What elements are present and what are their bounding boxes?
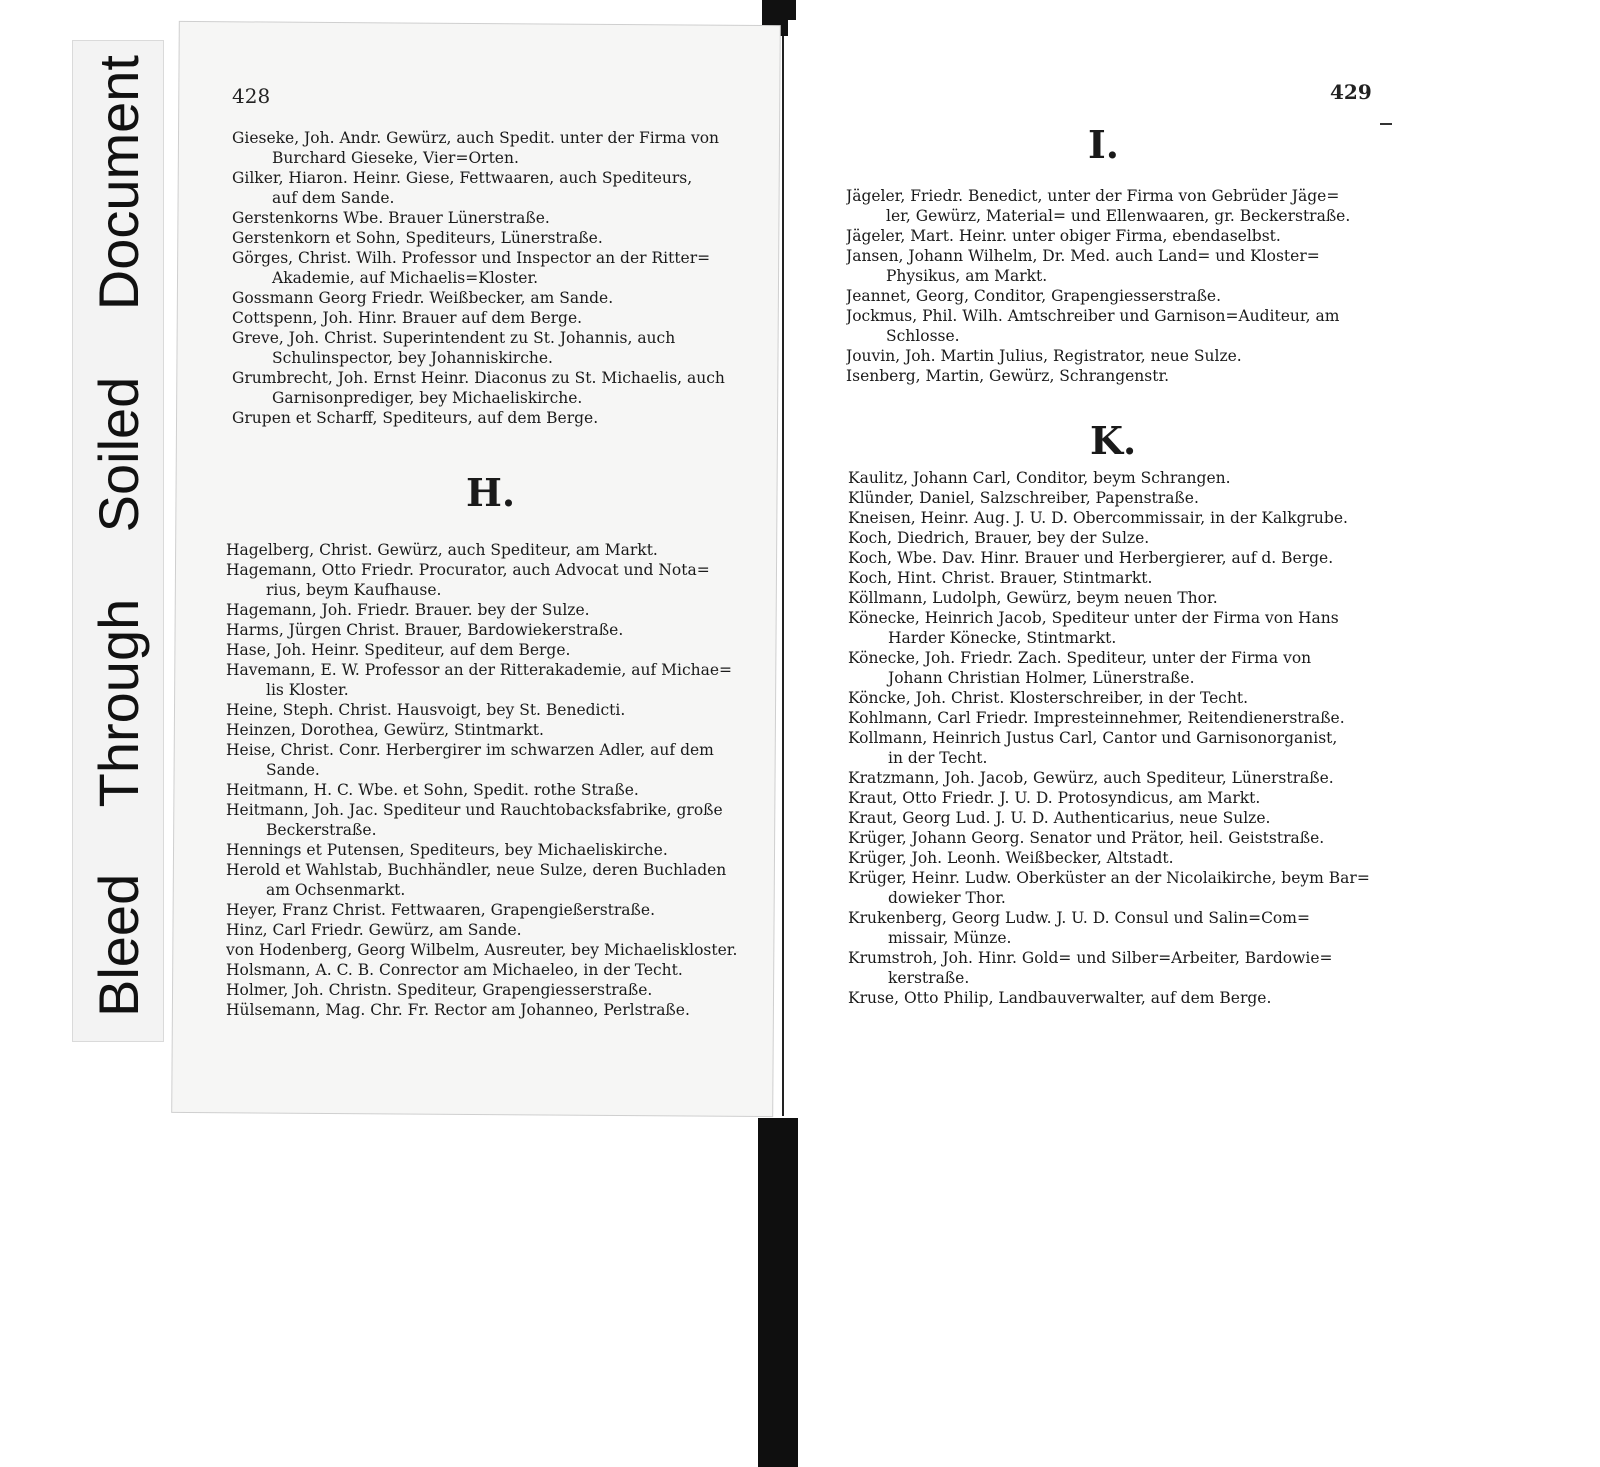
entry-continuation-line: Schlosse. — [886, 327, 960, 345]
left-page-number: 428 — [232, 84, 271, 108]
entry-continuation-line: rius, beym Kaufhause. — [266, 581, 442, 599]
entry-line: Kratzmann, Joh. Jacob, Gewürz, auch Spediteur, Lünerstraße. — [848, 769, 1334, 787]
directory-entry — [226, 540, 756, 560]
entry-line: Koch, Diedrich, Brauer, bey der Sulze. — [848, 529, 1150, 547]
directory-entry — [846, 286, 1376, 306]
directory-entry — [848, 588, 1378, 608]
entry-line: Krüger, Heinr. Ludw. Oberküster an der Nicolaikirche, beym Bar= — [848, 869, 1370, 887]
entry-continuation-line: Schulinspector, bey Johanniskirche. — [272, 349, 553, 367]
entry-line: Heise, Christ. Conr. Herbergirer im schwarzen Adler, auf dem — [226, 741, 714, 759]
entry-line: Gieseke, Joh. Andr. Gewürz, auch Spedit. unter der Firma von — [232, 129, 720, 147]
directory-entry — [848, 608, 1378, 648]
entry-continuation-line: Sande. — [266, 761, 320, 779]
directory-entry — [848, 868, 1378, 908]
side-label-word-bleed: Bleed — [86, 873, 150, 1017]
entry-line: Cottspenn, Joh. Hinr. Brauer auf dem Berge. — [232, 309, 583, 327]
entry-line: Kruse, Otto Philip, Landbauverwalter, auf dem Berge. — [848, 989, 1272, 1007]
entry-line: Krumstroh, Joh. Hinr. Gold= und Silber=Arbeiter, Bardowie= — [848, 949, 1333, 967]
entry-line: Klünder, Daniel, Salzschreiber, Papenstraße. — [848, 489, 1199, 507]
directory-entry — [846, 346, 1376, 366]
entry-line: Hagemann, Otto Friedr. Procurator, auch Advocat und Nota= — [226, 561, 710, 579]
directory-entry — [232, 168, 752, 208]
entry-continuation-line: Harder Könecke, Stintmarkt. — [888, 629, 1117, 647]
entry-line: Kollmann, Heinrich Justus Carl, Cantor und Garnisonorganist, — [848, 729, 1338, 747]
entry-line: Koch, Hint. Christ. Brauer, Stintmarkt. — [848, 569, 1153, 587]
directory-entry — [226, 620, 756, 640]
directory-entry — [232, 288, 752, 308]
directory-entry — [848, 728, 1378, 768]
side-label — [73, 41, 163, 1041]
directory-entry — [848, 688, 1378, 708]
entry-continuation-line: lis Kloster. — [266, 681, 349, 699]
side-label-word-soiled: Soiled — [86, 376, 150, 533]
directory-entry — [226, 560, 756, 600]
entry-line: Gilker, Hiaron. Heinr. Giese, Fettwaaren, auch Spediteurs, — [232, 169, 693, 187]
side-tab — [72, 40, 164, 1042]
directory-entry — [226, 600, 756, 620]
entry-line: Kraut, Georg Lud. J. U. D. Authenticarius, neue Sulze. — [848, 809, 1271, 827]
directory-entry — [226, 800, 756, 840]
entry-line: Isenberg, Martin, Gewürz, Schrangenstr. — [846, 367, 1170, 385]
entry-line: Grumbrecht, Joh. Ernst Heinr. Diaconus zu St. Michaelis, auch — [232, 369, 725, 387]
directory-entry — [226, 660, 756, 700]
entry-line: Hennings et Putensen, Spediteurs, bey Michaeliskirche. — [226, 841, 668, 859]
entry-line: Jansen, Johann Wilhelm, Dr. Med. auch Land= und Kloster= — [846, 247, 1320, 265]
entry-continuation-line: Physikus, am Markt. — [886, 267, 1048, 285]
entry-line: Heyer, Franz Christ. Fettwaaren, Grapengießerstraße. — [226, 901, 655, 919]
entries-g-list — [232, 128, 752, 428]
entry-line: Heine, Steph. Christ. Hausvoigt, bey St. Benedicti. — [226, 701, 626, 719]
side-label-word-document: Document — [86, 55, 150, 311]
entry-line: Könecke, Joh. Friedr. Zach. Spediteur, unter der Firma von — [848, 649, 1312, 667]
entry-line: Koch, Wbe. Dav. Hinr. Brauer und Herbergierer, auf d. Berge. — [848, 549, 1334, 567]
directory-entry — [232, 248, 752, 288]
entry-line: Kaulitz, Johann Carl, Conditor, beym Schrangen. — [848, 469, 1231, 487]
entry-line: Kraut, Otto Friedr. J. U. D. Protosyndicus, am Markt. — [848, 789, 1261, 807]
entry-line: Kohlmann, Carl Friedr. Impresteinnehmer, Reitendienerstraße. — [848, 709, 1345, 727]
entry-line: Köllmann, Ludolph, Gewürz, beym neuen Thor. — [848, 589, 1218, 607]
binding-gutter-line — [782, 36, 784, 1116]
side-label-word-through: Through — [86, 598, 150, 808]
directory-entry — [226, 860, 756, 900]
directory-entry — [232, 208, 752, 228]
directory-entry — [846, 226, 1376, 246]
entry-line: Hinz, Carl Friedr. Gewürz, am Sande. — [226, 921, 522, 939]
entry-line: Kneisen, Heinr. Aug. J. U. D. Obercommissair, in der Kalkgrube. — [848, 509, 1348, 527]
entry-line: Jouvin, Joh. Martin Julius, Registrator, neue Sulze. — [846, 347, 1242, 365]
directory-entry — [848, 948, 1378, 988]
entry-line: Gerstenkorns Wbe. Brauer Lünerstraße. — [232, 209, 550, 227]
entry-continuation-line: am Ochsenmarkt. — [266, 881, 406, 899]
entry-line: Hagelberg, Christ. Gewürz, auch Spediteur, am Markt. — [226, 541, 658, 559]
directory-entry — [232, 408, 752, 428]
entry-line: Heinzen, Dorothea, Gewürz, Stintmarkt. — [226, 721, 544, 739]
page-corner-mark — [1380, 123, 1392, 125]
entry-line: Krüger, Joh. Leonh. Weißbecker, Altstadt. — [848, 849, 1174, 867]
entry-line: Hagemann, Joh. Friedr. Brauer. bey der Sulze. — [226, 601, 590, 619]
entry-line: Harms, Jürgen Christ. Brauer, Bardowiekerstraße. — [226, 621, 624, 639]
directory-entry — [848, 528, 1378, 548]
entry-line: Görges, Christ. Wilh. Professor und Inspector an der Ritter= — [232, 249, 711, 267]
section-heading-h: H. — [466, 470, 516, 515]
entry-line: Havemann, E. W. Professor an der Ritterakademie, auf Michae= — [226, 661, 733, 679]
section-heading-i: I. — [1088, 122, 1120, 167]
directory-entry — [848, 808, 1378, 828]
entries-h-list — [226, 540, 756, 1020]
entry-line: Herold et Wahlstab, Buchhändler, neue Sulze, deren Buchladen — [226, 861, 727, 879]
entry-line: Hülsemann, Mag. Chr. Fr. Rector am Johanneo, Perlstraße. — [226, 1001, 690, 1019]
entries-i-list — [846, 186, 1376, 386]
entry-line: Holmer, Joh. Christn. Spediteur, Grapengiesserstraße. — [226, 981, 653, 999]
entry-line: Köncke, Joh. Christ. Klosterschreiber, in der Techt. — [848, 689, 1249, 707]
entry-continuation-line: missair, Münze. — [888, 929, 1012, 947]
directory-entry — [848, 828, 1378, 848]
right-page-number: 429 — [1330, 80, 1372, 104]
directory-entry — [848, 848, 1378, 868]
entry-continuation-line: Beckerstraße. — [266, 821, 377, 839]
directory-entry — [226, 740, 756, 780]
directory-entry — [226, 1000, 756, 1020]
entry-line: Greve, Joh. Christ. Superintendent zu St. Johannis, auch — [232, 329, 676, 347]
entry-line: Jägeler, Friedr. Benedict, unter der Firma von Gebrüder Jäge= — [846, 187, 1340, 205]
entry-continuation-line: auf dem Sande. — [272, 189, 395, 207]
binding-bottom-shadow — [758, 1118, 798, 1467]
entry-line: von Hodenberg, Georg Wilbelm, Ausreuter, bey Michaeliskloster. — [226, 941, 738, 959]
entry-line: Könecke, Heinrich Jacob, Spediteur unter der Firma von Hans — [848, 609, 1339, 627]
entry-line: Gossmann Georg Friedr. Weißbecker, am Sande. — [232, 289, 614, 307]
entry-continuation-line: kerstraße. — [888, 969, 970, 987]
entry-line: Hase, Joh. Heinr. Spediteur, auf dem Berge. — [226, 641, 571, 659]
directory-entry — [226, 960, 756, 980]
directory-entry — [848, 988, 1378, 1008]
entry-line: Jeannet, Georg, Conditor, Grapengiesserstraße. — [846, 287, 1222, 305]
section-heading-k: K. — [1090, 418, 1137, 463]
directory-entry — [848, 648, 1378, 688]
entry-line: Grupen et Scharff, Spediteurs, auf dem Berge. — [232, 409, 599, 427]
directory-entry — [232, 368, 752, 408]
directory-entry — [226, 700, 756, 720]
directory-entry — [848, 468, 1378, 488]
directory-entry — [226, 900, 756, 920]
entry-continuation-line: Johann Christian Holmer, Lünerstraße. — [888, 669, 1195, 687]
directory-entry — [226, 940, 756, 960]
entry-continuation-line: Garnisonprediger, bey Michaeliskirche. — [272, 389, 583, 407]
directory-entry — [226, 980, 756, 1000]
directory-entry — [226, 780, 756, 800]
entry-line: Heitmann, Joh. Jac. Spediteur und Rauchtobacksfabrike, große — [226, 801, 723, 819]
directory-entry — [226, 720, 756, 740]
entry-line: Gerstenkorn et Sohn, Spediteurs, Lünerstraße. — [232, 229, 603, 247]
entry-continuation-line: Burchard Gieseke, Vier=Orten. — [272, 149, 519, 167]
entry-line: Heitmann, H. C. Wbe. et Sohn, Spedit. rothe Straße. — [226, 781, 639, 799]
directory-entry — [232, 128, 752, 168]
directory-entry — [846, 306, 1376, 346]
directory-entry — [848, 548, 1378, 568]
entry-continuation-line: dowieker Thor. — [888, 889, 1006, 907]
directory-entry — [226, 840, 756, 860]
directory-entry — [848, 788, 1378, 808]
entry-continuation-line: Akademie, auf Michaelis=Kloster. — [272, 269, 539, 287]
entry-continuation-line: ler, Gewürz, Material= und Ellenwaaren, gr. Beckerstraße. — [886, 207, 1351, 225]
directory-entry — [848, 488, 1378, 508]
directory-entry — [848, 568, 1378, 588]
directory-entry — [848, 768, 1378, 788]
directory-entry — [848, 508, 1378, 528]
directory-entry — [226, 640, 756, 660]
directory-entry — [846, 366, 1376, 386]
directory-entry — [232, 228, 752, 248]
directory-entry — [846, 186, 1376, 226]
directory-entry — [226, 920, 756, 940]
directory-entry — [848, 908, 1378, 948]
entry-line: Krüger, Johann Georg. Senator und Prätor, heil. Geiststraße. — [848, 829, 1325, 847]
entry-line: Jägeler, Mart. Heinr. unter obiger Firma, ebendaselbst. — [846, 227, 1281, 245]
entry-line: Krukenberg, Georg Ludw. J. U. D. Consul und Salin=Com= — [848, 909, 1310, 927]
entry-continuation-line: in der Techt. — [888, 749, 988, 767]
directory-entry — [232, 308, 752, 328]
entry-line: Jockmus, Phil. Wilh. Amtschreiber und Garnison=Auditeur, am — [846, 307, 1340, 325]
entry-line: Holsmann, A. C. B. Conrector am Michaeleo, in der Techt. — [226, 961, 683, 979]
directory-entry — [848, 708, 1378, 728]
entries-k-list — [848, 468, 1378, 1008]
directory-entry — [232, 328, 752, 368]
directory-entry — [846, 246, 1376, 286]
